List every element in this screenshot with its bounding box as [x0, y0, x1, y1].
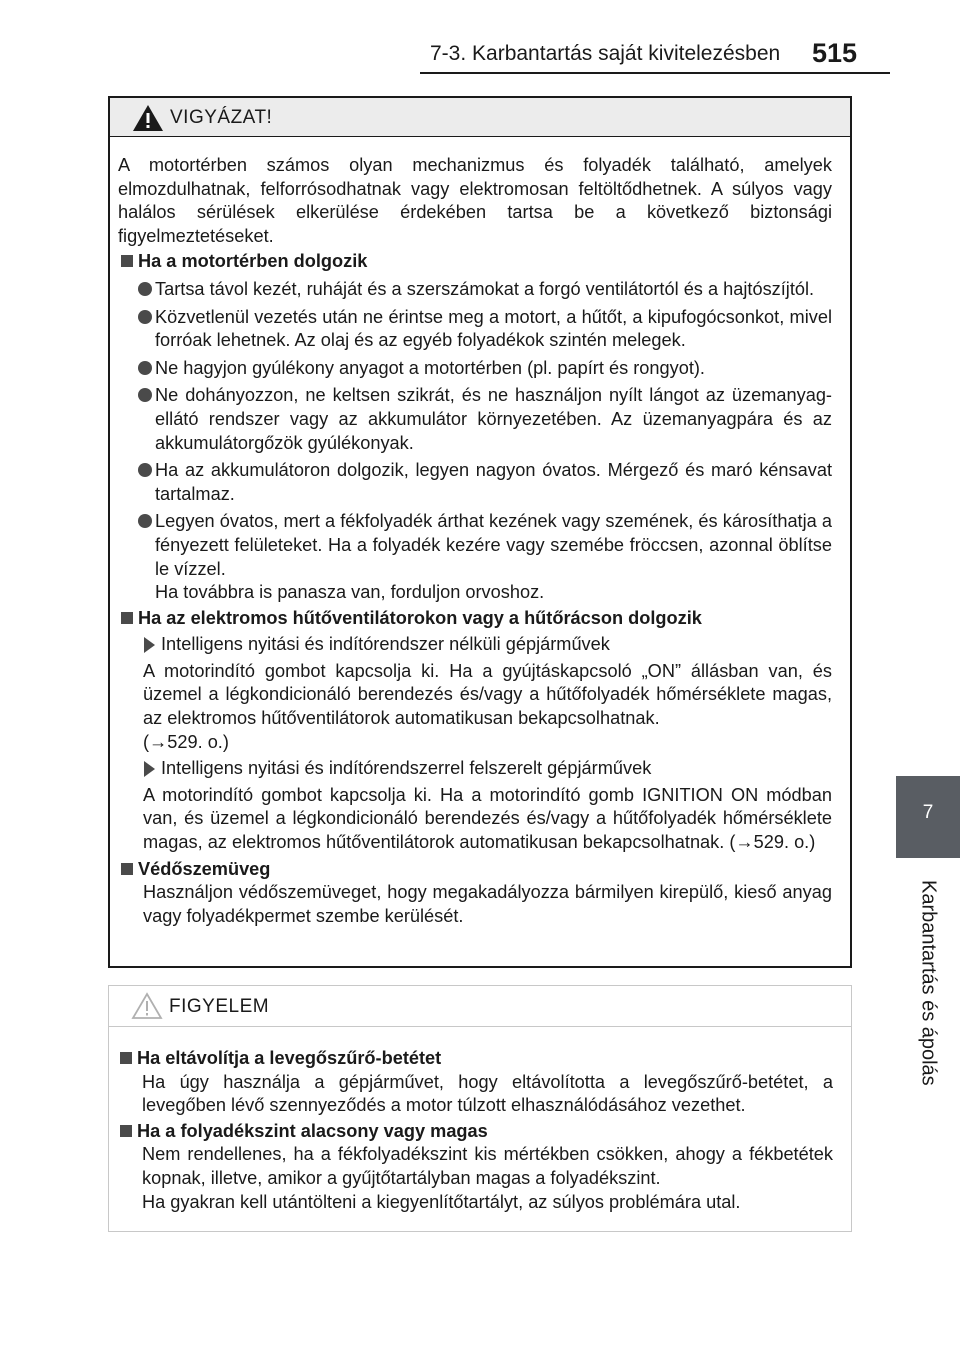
- list-item-text: Legyen óvatos, mert a fékfolyadék árthat kezének vagy szemének, és károsíthatja a fényezett felületeket. Ha a folyadék kezére vagy szemébe fröccsen, azonnal öblítse le vízzel.: [155, 511, 832, 579]
- round-bullet-icon: [138, 282, 152, 296]
- round-bullet-icon: [138, 361, 152, 375]
- square-bullet-icon: [120, 1125, 132, 1137]
- sub-heading-text: Intelligens nyitási és indítórendszer nélküli gépjárművek: [161, 634, 610, 655]
- section-heading-text: Ha az elektromos hűtőventilátorokon vagy a hűtőrácson dolgozik: [138, 607, 702, 628]
- list-item-text: Ne dohányozzon, ne keltsen szikrát, és ne használjon nyílt lángot az üzemanyag-ellátó rendszer vagy az akkumulátor környezetében. Az üzemanyagpára és az akkumulátorgőzök gyúlékonyak.: [155, 385, 832, 453]
- section-heading: [118, 858, 832, 882]
- round-bullet-icon: [138, 388, 152, 402]
- triangle-right-icon: [144, 761, 155, 777]
- paragraph: A motorindító gombot kapcsolja ki. Ha a motorindító gomb IGNITION ON módban van, és üzemel a légkondicionáló berendezés és/vagy a hűtőfolyadék hőmérséklete magas, az elektromos hűtőventilátorok automatikusan bekapcsolhatnak. (→529. o.): [143, 784, 832, 853]
- square-bullet-icon: [121, 863, 133, 875]
- list-item: [118, 278, 832, 302]
- section-heading-text: Ha a folyadékszint alacsony vagy magas: [137, 1120, 488, 1141]
- paragraph: Ha úgy használja a gépjárművet, hogy eltávolította a levegőszűrő-betétet, a levegőben lévő szennyeződés a motor túlzott elhasználódásához vezethet.: [142, 1071, 833, 1116]
- paragraph: Ha gyakran kell utántölteni a kiegyenlítőtartályt, az súlyos problémára utal.: [142, 1191, 741, 1212]
- caution-box: [108, 985, 852, 1232]
- warning-box: [108, 96, 852, 968]
- page-number: 515: [812, 38, 858, 68]
- chapter-number: 7: [922, 802, 934, 823]
- header-rule: [420, 72, 890, 74]
- list-item: [118, 306, 832, 353]
- square-bullet-icon: [120, 1052, 132, 1064]
- page-header: [0, 0, 960, 80]
- list-item-text-extra: Ha továbbra is panasza van, forduljon orvoshoz.: [155, 582, 545, 603]
- section-heading-text: Ha eltávolítja a levegőszűrő-betétet: [137, 1048, 442, 1068]
- paragraph: A motorindító gombot kapcsolja ki. Ha a gyújtáskapcsoló „ON” állásban van, és üzemel a légkondicionáló berendezés és/vagy a hűtőfolyadék hőmérséklete magas, az elektromos hűtőventilátorok automatikusan bekapcsolhatnak.: [143, 660, 832, 729]
- list-item: [118, 384, 832, 455]
- sub-heading: [118, 633, 832, 657]
- list-item: [118, 357, 832, 381]
- sub-heading-text: Intelligens nyitási és indítórendszerrel felszerelt gépjárművek: [161, 758, 652, 779]
- square-bullet-icon: [121, 255, 133, 267]
- chapter-label-text: Karbantartás és ápolás: [917, 880, 940, 1086]
- round-bullet-icon: [138, 463, 152, 477]
- triangle-right-icon: [144, 637, 155, 653]
- list-item: [118, 510, 832, 604]
- sub-heading: [118, 757, 832, 781]
- page-reference: (→529. o.): [143, 731, 229, 752]
- list-item-text: Tartsa távol kezét, ruháját és a szerszámokat a forgó ventilátortól és a hajtószíjtól.: [155, 278, 815, 299]
- chapter-label: [880, 880, 960, 1086]
- list-item-text: Ne hagyjon gyúlékony anyagot a motortérben (pl. papírt és rongyot).: [155, 357, 705, 378]
- round-bullet-icon: [138, 514, 152, 528]
- caution-title: FIGYELEM: [169, 996, 270, 1017]
- chapter-tab: [896, 776, 960, 858]
- list-item-text: Közvetlenül vezetés után ne érintse meg a motort, a hűtőt, a kipufogócsonkot, mivel forróak lehetnek. Az olaj és az egyéb folyadékok szintén melegek.: [155, 306, 832, 351]
- warning-intro: A motortérben számos olyan mechanizmus és folyadék található, amelyek elmozdulhatnak, felforrósodhatnak vagy elektromosan feltöltődhetnek. A súlyos vagy halálos sérülések elkerülése érdekében tartsa be a következő biztonsági figyelmeztetéseket.: [118, 155, 832, 246]
- paragraph: Nem rendellenes, ha a fékfolyadékszint kis mértékben csökken, ahogy a fékbetétek kopnak, illetve, amikor a gyűjtőtartályban magas a folyadékszint.: [142, 1144, 833, 1188]
- warning-triangle-icon: [132, 104, 164, 132]
- section-heading: [118, 607, 832, 631]
- list-item-text: Ha az akkumulátoron dolgozik, legyen nagyon óvatos. Mérgező és maró kénsavat tartalmaz.: [155, 460, 832, 504]
- section-heading: [117, 1120, 833, 1144]
- round-bullet-icon: [138, 310, 152, 324]
- caution-triangle-icon: [131, 992, 163, 1020]
- square-bullet-icon: [121, 612, 133, 624]
- caution-content: [109, 1027, 851, 1214]
- section-heading-text: Védőszemüveg: [138, 858, 271, 879]
- paragraph: Használjon védőszemüveget, hogy megakadályozza bármilyen kirepülő, kieső anyag vagy folyadékpermet szembe kerülését.: [143, 882, 832, 926]
- section-title: 7-3. Karbantartás saját kivitelezésben: [430, 42, 781, 65]
- section-heading-text: Ha a motortérben dolgozik: [138, 251, 368, 272]
- list-item: [118, 459, 832, 506]
- warning-header: [110, 98, 850, 137]
- caution-header: [109, 986, 851, 1027]
- warning-title: VIGYÁZAT!: [170, 107, 273, 128]
- section-heading: [117, 1047, 833, 1071]
- section-heading: [118, 250, 832, 274]
- warning-content: [110, 137, 850, 928]
